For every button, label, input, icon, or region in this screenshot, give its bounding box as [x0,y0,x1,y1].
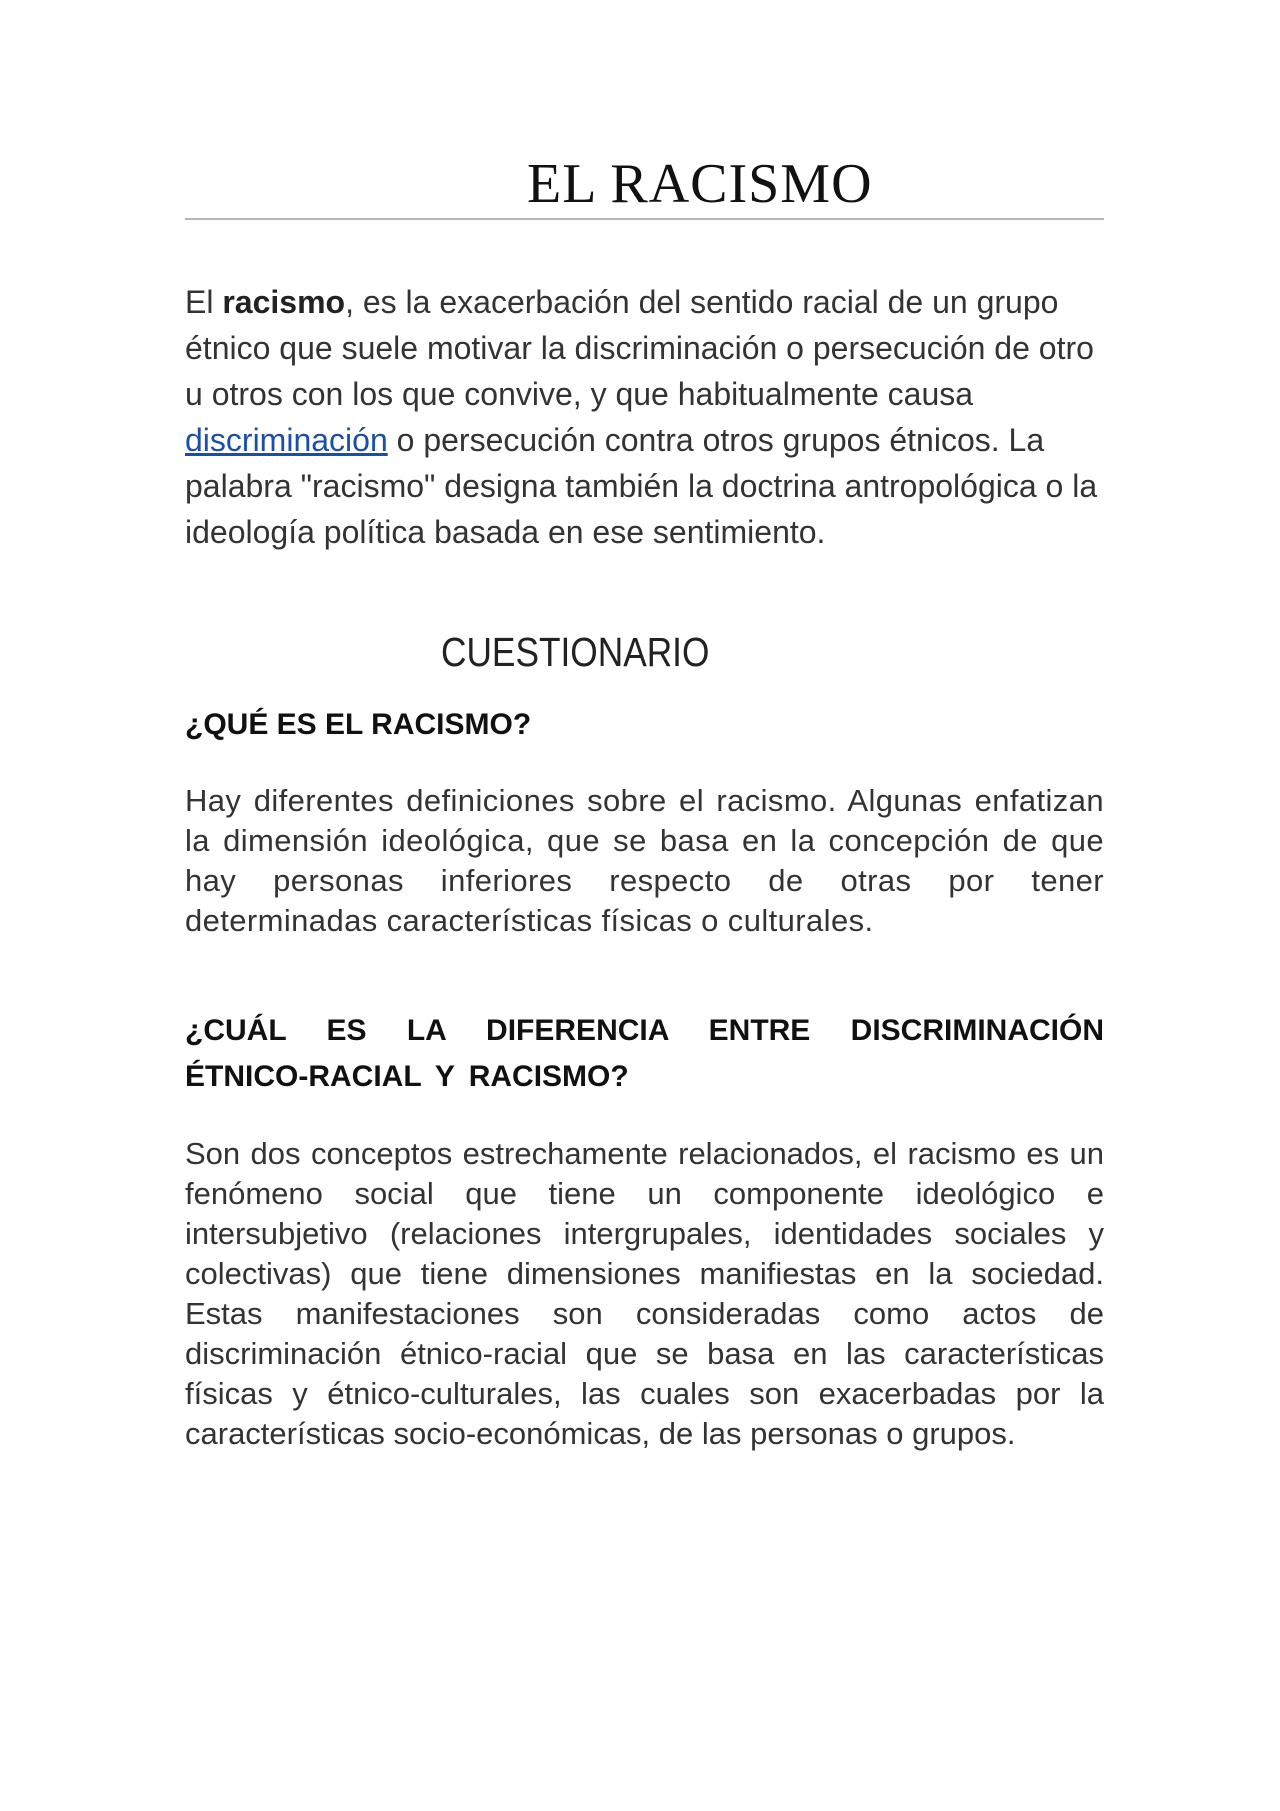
answer-paragraph: Son dos conceptos estrechamente relacionados, el racismo es un fenómeno social que tiene un componente ideológico e intersubjetivo (relaciones intergrupales, identidades sociales y colectivas) que tiene dimensiones manifiestas en la sociedad. Estas manifestaciones son consideradas como actos de discriminación étnico-racial que se basa en las características físicas y étnico-culturales, las cuales son exacerbadas por la características socio-económicas, de las personas o grupos. [185,1136,1104,1451]
document-title: EL RACISMO [527,153,873,215]
answer-paragraph: Hay diferentes definiciones sobre el racismo. Algunas enfatizan la dimensión ideológica, que se basa en la concepción de que hay personas inferiores respecto de otras por tener determinadas características físicas o culturales. [185,783,1104,938]
section-title: CUESTIONARIO [441,629,710,675]
question-heading: ¿CUÁL ES LA DIFERENCIA ENTRE DISCRIMINACIÓN ÉTNICO-RACIAL Y RACISMO? [185,1014,1104,1093]
intro-paragraph [185,279,1104,555]
discriminacion-link[interactable]: discriminación [185,422,388,458]
intro-bold-term: racismo [222,284,346,320]
question-heading: ¿QUÉ ES EL RACISMO? [185,708,532,741]
title-block [185,150,1104,220]
intro-text-2: , es la exacerbación del sentido racial de un grupo étnico que suele motivar la discriminación o persecución de otro u otros con los que convive, y que habitualmente causa [185,284,1094,412]
intro-text-1: El [185,284,223,320]
intro-text-3: o persecución contra otros grupos étnicos. La palabra "racismo" designa también la doctrina antropológica o la ideología política basada en ese sentimiento. [185,422,1098,550]
